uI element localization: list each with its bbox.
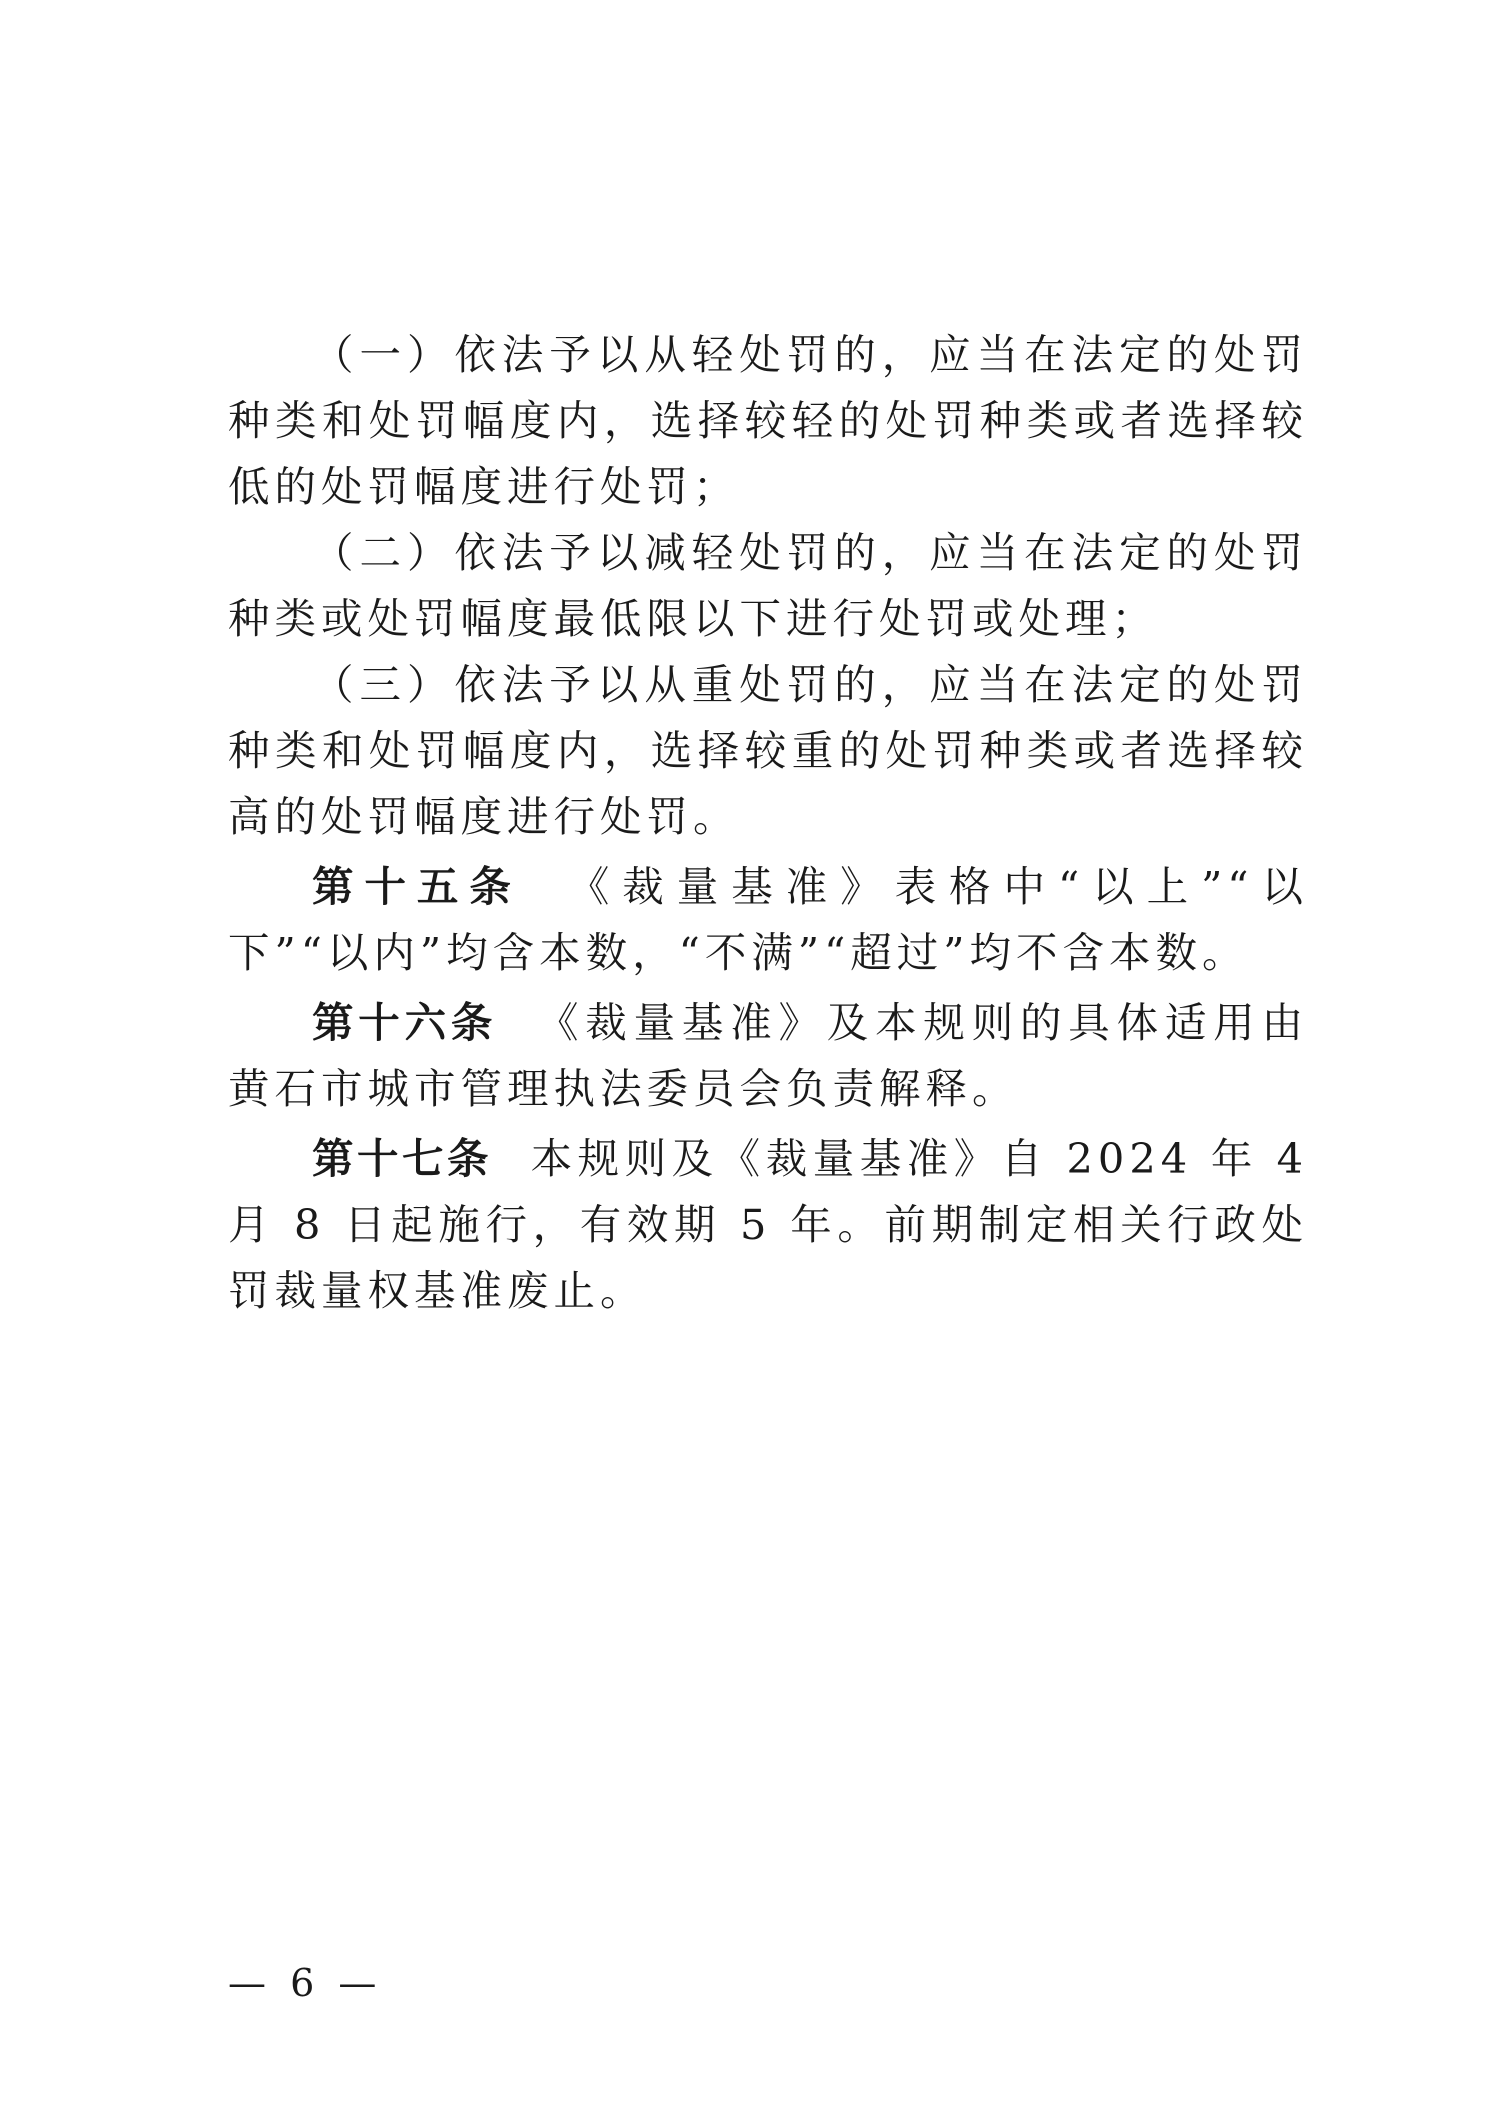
article-15 <box>228 854 1308 986</box>
article-17-text: 本规则及《裁量基准》自 2024 年 4 月 8 日起施行，有效期 5 年。前期制定相关行政处罚裁量权基准废止。 <box>228 1134 1308 1315</box>
article-17 <box>228 1126 1308 1324</box>
article-16-text: 《裁量基准》及本规则的具体适用由黄石市城市管理执法委员会负责解释。 <box>228 998 1308 1113</box>
page-number: — 6 — <box>228 1961 383 2005</box>
list-item-1: （一）依法予以从轻处罚的，应当在法定的处罚种类和处罚幅度内，选择较轻的处罚种类或者选择较低的处罚幅度进行处罚； <box>228 330 1308 511</box>
article-17-heading: 第十七条 <box>312 1134 493 1183</box>
list-item-2: （二）依法予以减轻处罚的，应当在法定的处罚种类或处罚幅度最低限以下进行处罚或处理； <box>228 528 1308 643</box>
list-item-3: （三）依法予以从重处罚的，应当在法定的处罚种类和处罚幅度内，选择较重的处罚种类或者选择较高的处罚幅度进行处罚。 <box>228 660 1308 841</box>
document-body <box>228 322 1308 1324</box>
article-16 <box>228 990 1308 1122</box>
article-15-text: 《裁量基准》表格中“以上”“以下”“以内”均含本数，“不满”“超过”均不含本数。 <box>228 862 1308 977</box>
article-16-heading: 第十六条 <box>312 998 498 1047</box>
article-15-heading: 第十五条 <box>312 862 522 911</box>
